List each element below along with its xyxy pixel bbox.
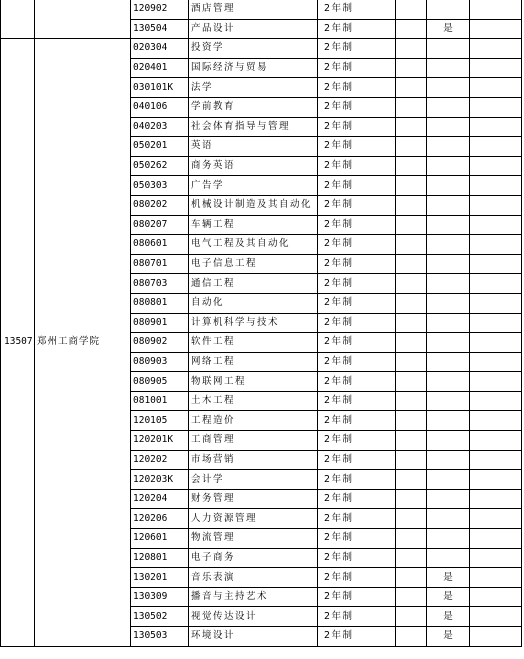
table-row xyxy=(1,0,522,19)
major-name: 投资学 xyxy=(189,39,318,59)
art-flag xyxy=(427,529,470,549)
empty-cell xyxy=(470,372,522,392)
empty-cell xyxy=(470,489,522,509)
major-code: 130201 xyxy=(131,568,189,588)
empty-cell xyxy=(470,97,522,117)
art-flag xyxy=(427,215,470,235)
institution-code-cell xyxy=(1,0,35,39)
major-name: 法学 xyxy=(189,78,318,98)
study-duration: 2年制 xyxy=(318,274,396,294)
empty-cell xyxy=(470,176,522,196)
study-duration: 2年制 xyxy=(318,450,396,470)
study-duration: 2年制 xyxy=(318,509,396,529)
table-row xyxy=(1,39,522,59)
major-name: 酒店管理 xyxy=(189,0,318,19)
major-code: 080901 xyxy=(131,313,189,333)
extra-cell xyxy=(396,529,427,549)
extra-cell xyxy=(396,431,427,451)
major-code: 030101K xyxy=(131,78,189,98)
extra-cell xyxy=(396,411,427,431)
art-flag xyxy=(427,58,470,78)
art-flag: 是 xyxy=(427,19,470,39)
empty-cell xyxy=(470,137,522,157)
extra-cell xyxy=(396,509,427,529)
major-code: 120902 xyxy=(131,0,189,19)
art-flag xyxy=(427,333,470,353)
major-name: 机械设计制造及其自动化 xyxy=(189,195,318,215)
art-flag xyxy=(427,470,470,490)
empty-cell xyxy=(470,431,522,451)
art-flag xyxy=(427,431,470,451)
major-name: 电子商务 xyxy=(189,548,318,568)
art-flag xyxy=(427,352,470,372)
extra-cell xyxy=(396,58,427,78)
study-duration: 2年制 xyxy=(318,0,396,19)
empty-cell xyxy=(470,607,522,627)
empty-cell xyxy=(470,470,522,490)
major-code: 040106 xyxy=(131,97,189,117)
major-code: 080902 xyxy=(131,333,189,353)
major-name: 英语 xyxy=(189,137,318,157)
major-code: 080703 xyxy=(131,274,189,294)
extra-cell xyxy=(396,274,427,294)
study-duration: 2年制 xyxy=(318,391,396,411)
extra-cell xyxy=(396,254,427,274)
major-code: 020401 xyxy=(131,58,189,78)
art-flag xyxy=(427,97,470,117)
extra-cell xyxy=(396,313,427,333)
study-duration: 2年制 xyxy=(318,587,396,607)
extra-cell xyxy=(396,117,427,137)
art-flag: 是 xyxy=(427,607,470,627)
major-code: 080905 xyxy=(131,372,189,392)
study-duration: 2年制 xyxy=(318,176,396,196)
art-flag: 是 xyxy=(427,627,470,647)
empty-cell xyxy=(470,254,522,274)
extra-cell xyxy=(396,548,427,568)
major-name: 车辆工程 xyxy=(189,215,318,235)
study-duration: 2年制 xyxy=(318,235,396,255)
extra-cell xyxy=(396,156,427,176)
study-duration: 2年制 xyxy=(318,352,396,372)
extra-cell xyxy=(396,235,427,255)
art-flag xyxy=(427,137,470,157)
extra-cell xyxy=(396,97,427,117)
major-code: 050262 xyxy=(131,156,189,176)
major-name: 社会体育指导与管理 xyxy=(189,117,318,137)
major-name: 网络工程 xyxy=(189,352,318,372)
study-duration: 2年制 xyxy=(318,58,396,78)
study-duration: 2年制 xyxy=(318,372,396,392)
art-flag xyxy=(427,235,470,255)
major-name: 土木工程 xyxy=(189,391,318,411)
art-flag xyxy=(427,509,470,529)
empty-cell xyxy=(470,333,522,353)
empty-cell xyxy=(470,587,522,607)
empty-cell xyxy=(470,411,522,431)
study-duration: 2年制 xyxy=(318,411,396,431)
empty-cell xyxy=(470,58,522,78)
art-flag xyxy=(427,156,470,176)
empty-cell xyxy=(470,352,522,372)
empty-cell xyxy=(470,274,522,294)
art-flag xyxy=(427,254,470,274)
major-name: 计算机科学与技术 xyxy=(189,313,318,333)
extra-cell xyxy=(396,0,427,19)
art-flag xyxy=(427,176,470,196)
empty-cell xyxy=(470,548,522,568)
empty-cell xyxy=(470,391,522,411)
major-code: 120601 xyxy=(131,529,189,549)
art-flag xyxy=(427,117,470,137)
major-name: 物联网工程 xyxy=(189,372,318,392)
major-name: 市场营销 xyxy=(189,450,318,470)
study-duration: 2年制 xyxy=(318,333,396,353)
empty-cell xyxy=(470,313,522,333)
major-code: 130502 xyxy=(131,607,189,627)
empty-cell xyxy=(470,293,522,313)
art-flag xyxy=(427,548,470,568)
major-code: 080903 xyxy=(131,352,189,372)
major-name: 环境设计 xyxy=(189,627,318,647)
extra-cell xyxy=(396,489,427,509)
major-code: 081001 xyxy=(131,391,189,411)
study-duration: 2年制 xyxy=(318,548,396,568)
extra-cell xyxy=(396,333,427,353)
major-name: 自动化 xyxy=(189,293,318,313)
extra-cell xyxy=(396,587,427,607)
major-name: 电气工程及其自动化 xyxy=(189,235,318,255)
extra-cell xyxy=(396,39,427,59)
major-name: 播音与主持艺术 xyxy=(189,587,318,607)
institution-code: 13507 xyxy=(1,39,35,646)
major-name: 会计学 xyxy=(189,470,318,490)
art-flag xyxy=(427,391,470,411)
major-code: 130504 xyxy=(131,19,189,39)
empty-cell xyxy=(470,156,522,176)
extra-cell xyxy=(396,470,427,490)
major-code: 080202 xyxy=(131,195,189,215)
study-duration: 2年制 xyxy=(318,137,396,157)
empty-cell xyxy=(470,529,522,549)
empty-cell xyxy=(470,78,522,98)
extra-cell xyxy=(396,352,427,372)
study-duration: 2年制 xyxy=(318,529,396,549)
major-code: 050303 xyxy=(131,176,189,196)
major-name: 工程造价 xyxy=(189,411,318,431)
empty-cell xyxy=(470,0,522,19)
art-flag: 是 xyxy=(427,587,470,607)
major-name: 国际经济与贸易 xyxy=(189,58,318,78)
extra-cell xyxy=(396,215,427,235)
art-flag xyxy=(427,450,470,470)
study-duration: 2年制 xyxy=(318,215,396,235)
major-code: 080701 xyxy=(131,254,189,274)
art-flag: 是 xyxy=(427,568,470,588)
major-name: 商务英语 xyxy=(189,156,318,176)
major-name: 电子信息工程 xyxy=(189,254,318,274)
extra-cell xyxy=(396,137,427,157)
major-name: 软件工程 xyxy=(189,333,318,353)
major-name: 音乐表演 xyxy=(189,568,318,588)
extra-cell xyxy=(396,450,427,470)
study-duration: 2年制 xyxy=(318,489,396,509)
study-duration: 2年制 xyxy=(318,39,396,59)
extra-cell xyxy=(396,19,427,39)
major-name: 人力资源管理 xyxy=(189,509,318,529)
major-name: 工商管理 xyxy=(189,431,318,451)
art-flag xyxy=(427,0,470,19)
major-name: 视觉传达设计 xyxy=(189,607,318,627)
empty-cell xyxy=(470,450,522,470)
major-code: 130503 xyxy=(131,627,189,647)
study-duration: 2年制 xyxy=(318,607,396,627)
study-duration: 2年制 xyxy=(318,254,396,274)
major-code: 020304 xyxy=(131,39,189,59)
major-name: 物流管理 xyxy=(189,529,318,549)
empty-cell xyxy=(470,19,522,39)
major-code: 120203K xyxy=(131,470,189,490)
study-duration: 2年制 xyxy=(318,195,396,215)
majors-table-body xyxy=(1,0,522,646)
institution-name-cell xyxy=(35,0,131,39)
study-duration: 2年制 xyxy=(318,568,396,588)
study-duration: 2年制 xyxy=(318,156,396,176)
major-code: 120204 xyxy=(131,489,189,509)
extra-cell xyxy=(396,176,427,196)
art-flag xyxy=(427,274,470,294)
empty-cell xyxy=(470,509,522,529)
empty-cell xyxy=(470,627,522,647)
major-name: 通信工程 xyxy=(189,274,318,294)
extra-cell xyxy=(396,293,427,313)
art-flag xyxy=(427,313,470,333)
art-flag xyxy=(427,39,470,59)
major-code: 050201 xyxy=(131,137,189,157)
extra-cell xyxy=(396,607,427,627)
empty-cell xyxy=(470,117,522,137)
major-code: 120202 xyxy=(131,450,189,470)
major-name: 产品设计 xyxy=(189,19,318,39)
study-duration: 2年制 xyxy=(318,293,396,313)
extra-cell xyxy=(396,627,427,647)
study-duration: 2年制 xyxy=(318,97,396,117)
empty-cell xyxy=(470,235,522,255)
study-duration: 2年制 xyxy=(318,117,396,137)
major-code: 080801 xyxy=(131,293,189,313)
art-flag xyxy=(427,489,470,509)
empty-cell xyxy=(470,215,522,235)
art-flag xyxy=(427,372,470,392)
empty-cell xyxy=(470,39,522,59)
extra-cell xyxy=(396,195,427,215)
major-code: 120206 xyxy=(131,509,189,529)
study-duration: 2年制 xyxy=(318,19,396,39)
major-name: 广告学 xyxy=(189,176,318,196)
art-flag xyxy=(427,411,470,431)
extra-cell xyxy=(396,391,427,411)
art-flag xyxy=(427,78,470,98)
major-code: 120201K xyxy=(131,431,189,451)
major-code: 120801 xyxy=(131,548,189,568)
study-duration: 2年制 xyxy=(318,627,396,647)
major-name: 财务管理 xyxy=(189,489,318,509)
institution-name: 郑州工商学院 xyxy=(35,39,131,646)
study-duration: 2年制 xyxy=(318,470,396,490)
study-duration: 2年制 xyxy=(318,78,396,98)
empty-cell xyxy=(470,195,522,215)
major-name: 学前教育 xyxy=(189,97,318,117)
major-code: 080601 xyxy=(131,235,189,255)
art-flag xyxy=(427,293,470,313)
extra-cell xyxy=(396,78,427,98)
empty-cell xyxy=(470,568,522,588)
art-flag xyxy=(427,195,470,215)
major-code: 120105 xyxy=(131,411,189,431)
extra-cell xyxy=(396,372,427,392)
major-code: 130309 xyxy=(131,587,189,607)
major-code: 040203 xyxy=(131,117,189,137)
major-code: 080207 xyxy=(131,215,189,235)
study-duration: 2年制 xyxy=(318,313,396,333)
extra-cell xyxy=(396,568,427,588)
study-duration: 2年制 xyxy=(318,431,396,451)
